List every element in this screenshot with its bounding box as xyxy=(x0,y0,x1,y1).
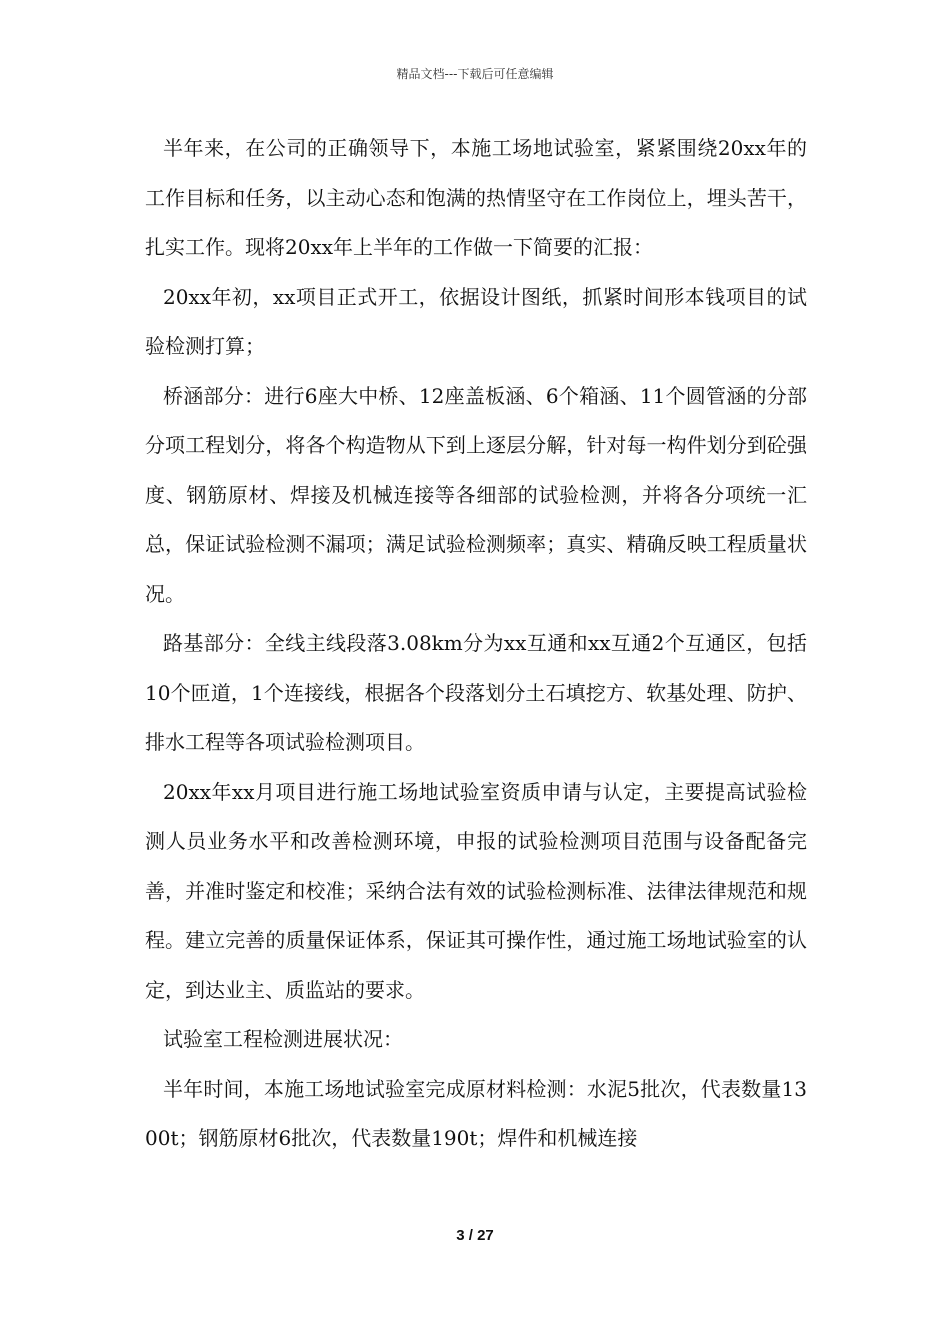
document-body xyxy=(145,124,807,1164)
paragraph-bridges-culverts: 桥涵部分：进行6座大中桥、12座盖板涵、6个箱涵、11个圆管涵的分部分项工程划分，将各个构造物从下到上逐层分解，针对每一构件划分到砼强度、钢筋原材、焊接及机械连接等各细部的试验检测，并将各分项统一汇总，保证试验检测不漏项；满足试验检测频率；真实、精确反映工程质量状况。 xyxy=(145,383,807,606)
page-header xyxy=(0,66,950,82)
paragraph-intro: 半年来，在公司的正确领导下，本施工场地试验室，紧紧围绕20xx年的工作目标和任务，以主动心态和饱满的热情坚守在工作岗位上，埋头苦干，扎实工作。现将20xx年上半年的工作做一下简要的汇报： xyxy=(145,136,807,259)
paragraph-materials-testing: 半年时间，本施工场地试验室完成原材料检测：水泥5批次，代表数量1300t；钢筋原材6批次，代表数量190t；焊件和机械连接 xyxy=(145,1076,807,1150)
page-current: 3 xyxy=(456,1227,465,1244)
header-text: 精品文档---下载后可任意编辑 xyxy=(396,67,554,81)
paragraph-roadbed: 路基部分：全线主线段落3.08km分为xx互通和xx互通2个互通区，包括10个匝道，1个连接线，根据各个段落划分土石填挖方、软基处理、防护、排水工程等各项试验检测项目。 xyxy=(145,631,807,754)
paragraph-lab-qualification: 20xx年xx月项目进行施工场地试验室资质申请与认定，主要提高试验检测人员业务水平和改善检测环境，申报的试验检测项目范围与设备配备完善，并准时鉴定和校准；采纳合法有效的试验检测标准、法律法律规范和规程。建立完善的质量保证体系，保证其可操作性，通过施工场地试验室的认定，到达业主、质监站的要求。 xyxy=(145,779,807,1002)
paragraph-progress-heading: 试验室工程检测进展状况： xyxy=(163,1027,403,1051)
page-separator: / xyxy=(464,1227,478,1244)
paragraph-project-start: 20xx年初，xx项目正式开工，依据设计图纸，抓紧时间形本钱项目的试验检测打算； xyxy=(145,284,807,358)
page-total: 27 xyxy=(477,1227,494,1244)
page-number xyxy=(0,1227,950,1244)
